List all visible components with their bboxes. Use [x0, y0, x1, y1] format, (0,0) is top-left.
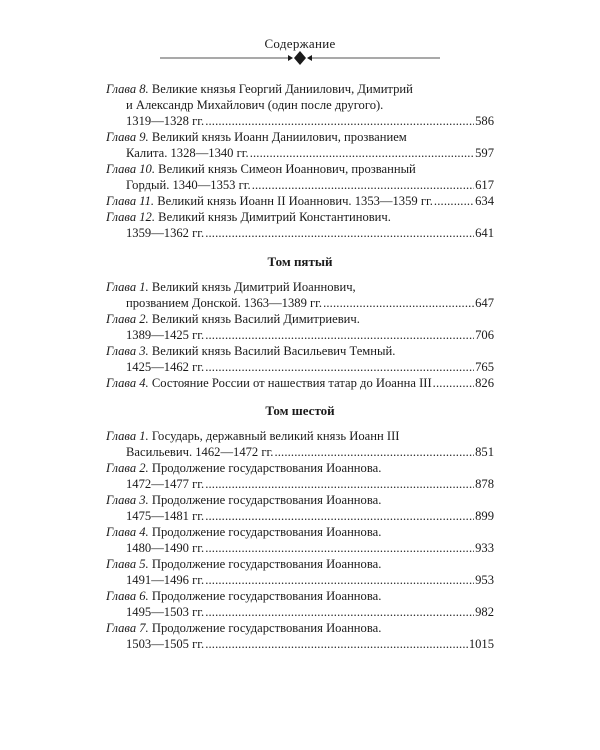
chapter-title: Великий князь Василий Васильевич Темный.: [151, 344, 396, 358]
toc-entry-text: [106, 312, 360, 326]
chapter-number: Глава 11.: [106, 194, 155, 208]
dot-leader: [274, 444, 474, 460]
toc-entry-text: [106, 621, 381, 635]
toc-entry-line: [106, 81, 494, 97]
chapter-title: 1495—1503 гг.: [126, 605, 205, 619]
toc-entry-line: [106, 444, 494, 460]
toc-entry-line: [106, 209, 494, 225]
chapter-title: 1425—1462 гг.: [126, 360, 205, 374]
toc-entry-text: [106, 210, 391, 224]
toc-entry-text: [126, 636, 204, 652]
page-number: 933: [475, 541, 494, 555]
chapter-number: Глава 4.: [106, 525, 149, 539]
chapter-title: Продолжение государствования Иоаннова.: [151, 621, 382, 635]
chapter-title: Состояние России от нашествия татар до Иоанна III: [151, 376, 432, 390]
dot-leader: [250, 145, 474, 161]
ornament-divider-icon: [160, 50, 440, 66]
toc-entry-line: [106, 97, 494, 113]
chapter-number: Глава 3.: [106, 344, 149, 358]
toc-entry-line: [106, 129, 494, 145]
toc-entry-line: [106, 508, 494, 524]
toc-entry-text: [126, 572, 204, 588]
toc-entry-line: [106, 636, 494, 652]
dot-leader: [205, 225, 474, 241]
dot-leader: [434, 193, 474, 209]
dot-leader: [205, 476, 474, 492]
page-number: 617: [475, 178, 494, 192]
toc-entry-text: [126, 508, 204, 524]
toc-entry-text: [106, 193, 433, 209]
toc-entry-text: [126, 177, 251, 193]
chapter-title: Великие князья Георгий Даниилович, Димитрий: [151, 82, 413, 96]
chapter-title: Гордый. 1340—1353 гг.: [126, 178, 251, 192]
toc-group: [106, 279, 494, 391]
toc-entry-text: [126, 98, 383, 112]
toc-entry[interactable]: [106, 81, 494, 129]
toc-entry-line: [106, 145, 494, 161]
toc-entry[interactable]: [106, 492, 494, 524]
chapter-title: Великий князь Иоанн II Иоаннович. 1353—1359 гг.: [157, 194, 433, 208]
toc-entry-line: [106, 279, 494, 295]
chapter-title: Великий князь Димитрий Иоаннович,: [151, 280, 356, 294]
dot-leader: [205, 572, 474, 588]
toc-entry-line: [106, 556, 494, 572]
page-number: 634: [475, 194, 494, 208]
toc-entry-text: [126, 604, 204, 620]
toc-entry-text: [106, 525, 381, 539]
page-number: 1015: [468, 637, 494, 651]
page-number: 899: [475, 509, 494, 523]
toc-entry[interactable]: [106, 556, 494, 588]
toc-entry-text: [126, 113, 204, 129]
page-number: 982: [475, 605, 494, 619]
chapter-title: 1389—1425 гг.: [126, 328, 205, 342]
chapter-title: Государь, державный великий князь Иоанн III: [151, 429, 400, 443]
toc-entry[interactable]: [106, 428, 494, 460]
chapter-title: 1503—1505 гг.: [126, 637, 205, 651]
running-head: Содержание: [264, 36, 336, 51]
dot-leader: [205, 327, 474, 343]
toc-entry-text: [126, 359, 204, 375]
dot-leader: [205, 636, 468, 652]
toc-entry-text: [106, 429, 399, 443]
chapter-number: Глава 2.: [106, 461, 149, 475]
toc-entry-text: [106, 589, 381, 603]
toc-entry-line: [106, 492, 494, 508]
page-number: 641: [475, 226, 494, 240]
toc-entry[interactable]: [106, 209, 494, 241]
toc-entry-text: [126, 476, 204, 492]
page-number: 706: [475, 328, 494, 342]
toc-entry[interactable]: [106, 460, 494, 492]
volume-heading: Том пятый: [267, 254, 333, 269]
toc-entry-text: [126, 225, 204, 241]
toc-entry[interactable]: [106, 161, 494, 193]
toc-entry[interactable]: [106, 311, 494, 343]
toc-entry[interactable]: [106, 279, 494, 311]
dot-leader: [252, 177, 474, 193]
toc-group: [106, 81, 494, 241]
page-number: 765: [475, 360, 494, 374]
toc-entry-line: [106, 113, 494, 129]
chapter-title: Продолжение государствования Иоаннова.: [151, 461, 382, 475]
toc-entry-line: [106, 476, 494, 492]
toc-group: [106, 428, 494, 652]
toc-entry-text: [106, 82, 413, 96]
toc-entry-line: [106, 161, 494, 177]
toc-entry-line: [106, 524, 494, 540]
toc-entry-text: [126, 295, 322, 311]
page-number: 826: [475, 376, 494, 390]
toc-entry[interactable]: [106, 524, 494, 556]
chapter-number: Глава 1.: [106, 280, 149, 294]
toc-entry-line: [106, 343, 494, 359]
toc-entry-line: [106, 428, 494, 444]
toc-block: [106, 81, 494, 652]
toc-entry-line: [106, 359, 494, 375]
chapter-title: Великий князь Димитрий Константинович.: [158, 210, 391, 224]
dot-leader: [205, 508, 474, 524]
chapter-title: Великий князь Василий Димитриевич.: [151, 312, 360, 326]
chapter-number: Глава 7.: [106, 621, 149, 635]
toc-entry-text: [126, 444, 273, 460]
chapter-title: и Александр Михайлович (один после другого).: [126, 98, 384, 112]
chapter-title: Продолжение государствования Иоаннова.: [151, 557, 382, 571]
toc-entry[interactable]: [106, 343, 494, 375]
toc-entry-line: [106, 460, 494, 476]
toc-entry-line: [106, 295, 494, 311]
dot-leader: [205, 359, 474, 375]
toc-entry[interactable]: [106, 193, 494, 209]
toc-entry-line: [106, 572, 494, 588]
volume-heading: Том шестой: [265, 403, 335, 418]
chapter-title: Продолжение государствования Иоаннова.: [151, 493, 382, 507]
chapter-number: Глава 3.: [106, 493, 149, 507]
chapter-number: Глава 10.: [106, 162, 156, 176]
chapter-number: Глава 1.: [106, 429, 149, 443]
chapter-title: Великий князь Симеон Иоаннович, прозванный: [158, 162, 416, 176]
chapter-number: Глава 9.: [106, 130, 149, 144]
toc-entry-text: [106, 557, 381, 571]
chapter-number: Глава 12.: [106, 210, 156, 224]
dot-leader: [205, 113, 474, 129]
toc-entry-text: [106, 461, 381, 475]
chapter-title: 1359—1362 гг.: [126, 226, 205, 240]
chapter-title: 1480—1490 гг.: [126, 541, 205, 555]
page-number: 851: [475, 445, 494, 459]
toc-entry-line: [106, 177, 494, 193]
toc-entry-line: [106, 620, 494, 636]
toc-entry-line: [106, 311, 494, 327]
page-number: 953: [475, 573, 494, 587]
chapter-title: прозванием Донской. 1363—1389 гг.: [126, 296, 323, 310]
toc-entry[interactable]: [106, 375, 494, 391]
toc-entry-text: [106, 280, 356, 294]
toc-entry-text: [106, 162, 416, 176]
chapter-title: Калита. 1328—1340 гг.: [126, 146, 249, 160]
dot-leader: [205, 540, 474, 556]
dot-leader: [433, 375, 474, 391]
toc-entry-line: [106, 327, 494, 343]
dot-leader: [323, 295, 474, 311]
chapter-title: 1319—1328 гг.: [126, 114, 205, 128]
toc-entry[interactable]: [106, 620, 494, 652]
chapter-title: Васильевич. 1462—1472 гг.: [126, 445, 274, 459]
toc-entry-text: [106, 493, 381, 507]
toc-entry-text: [106, 130, 407, 144]
dot-leader: [205, 604, 474, 620]
chapter-title: Великий князь Иоанн Даниилович, прозванием: [151, 130, 407, 144]
chapter-number: Глава 5.: [106, 557, 149, 571]
toc-entry-text: [126, 145, 249, 161]
toc-entry[interactable]: [106, 588, 494, 620]
toc-entry-line: [106, 193, 494, 209]
page-number: 586: [475, 114, 494, 128]
chapter-title: Продолжение государствования Иоаннова.: [151, 525, 382, 539]
chapter-number: Глава 6.: [106, 589, 149, 603]
page-number: 878: [475, 477, 494, 491]
toc-entry-line: [106, 588, 494, 604]
chapter-number: Глава 4.: [106, 376, 149, 390]
toc-entry-text: [126, 540, 204, 556]
chapter-title: 1475—1481 гг.: [126, 509, 205, 523]
page-number: 647: [475, 296, 494, 310]
chapter-title: 1491—1496 гг.: [126, 573, 205, 587]
chapter-title: 1472—1477 гг.: [126, 477, 205, 491]
toc-entry-line: [106, 375, 494, 391]
chapter-number: Глава 8.: [106, 82, 149, 96]
toc-entry-line: [106, 540, 494, 556]
toc-entry-text: [106, 344, 395, 358]
toc-entry[interactable]: [106, 129, 494, 161]
toc-entry-text: [126, 327, 204, 343]
toc-entry-line: [106, 604, 494, 620]
toc-entry-text: [106, 375, 432, 391]
chapter-title: Продолжение государствования Иоаннова.: [151, 589, 382, 603]
page-number: 597: [475, 146, 494, 160]
chapter-number: Глава 2.: [106, 312, 149, 326]
toc-entry-line: [106, 225, 494, 241]
